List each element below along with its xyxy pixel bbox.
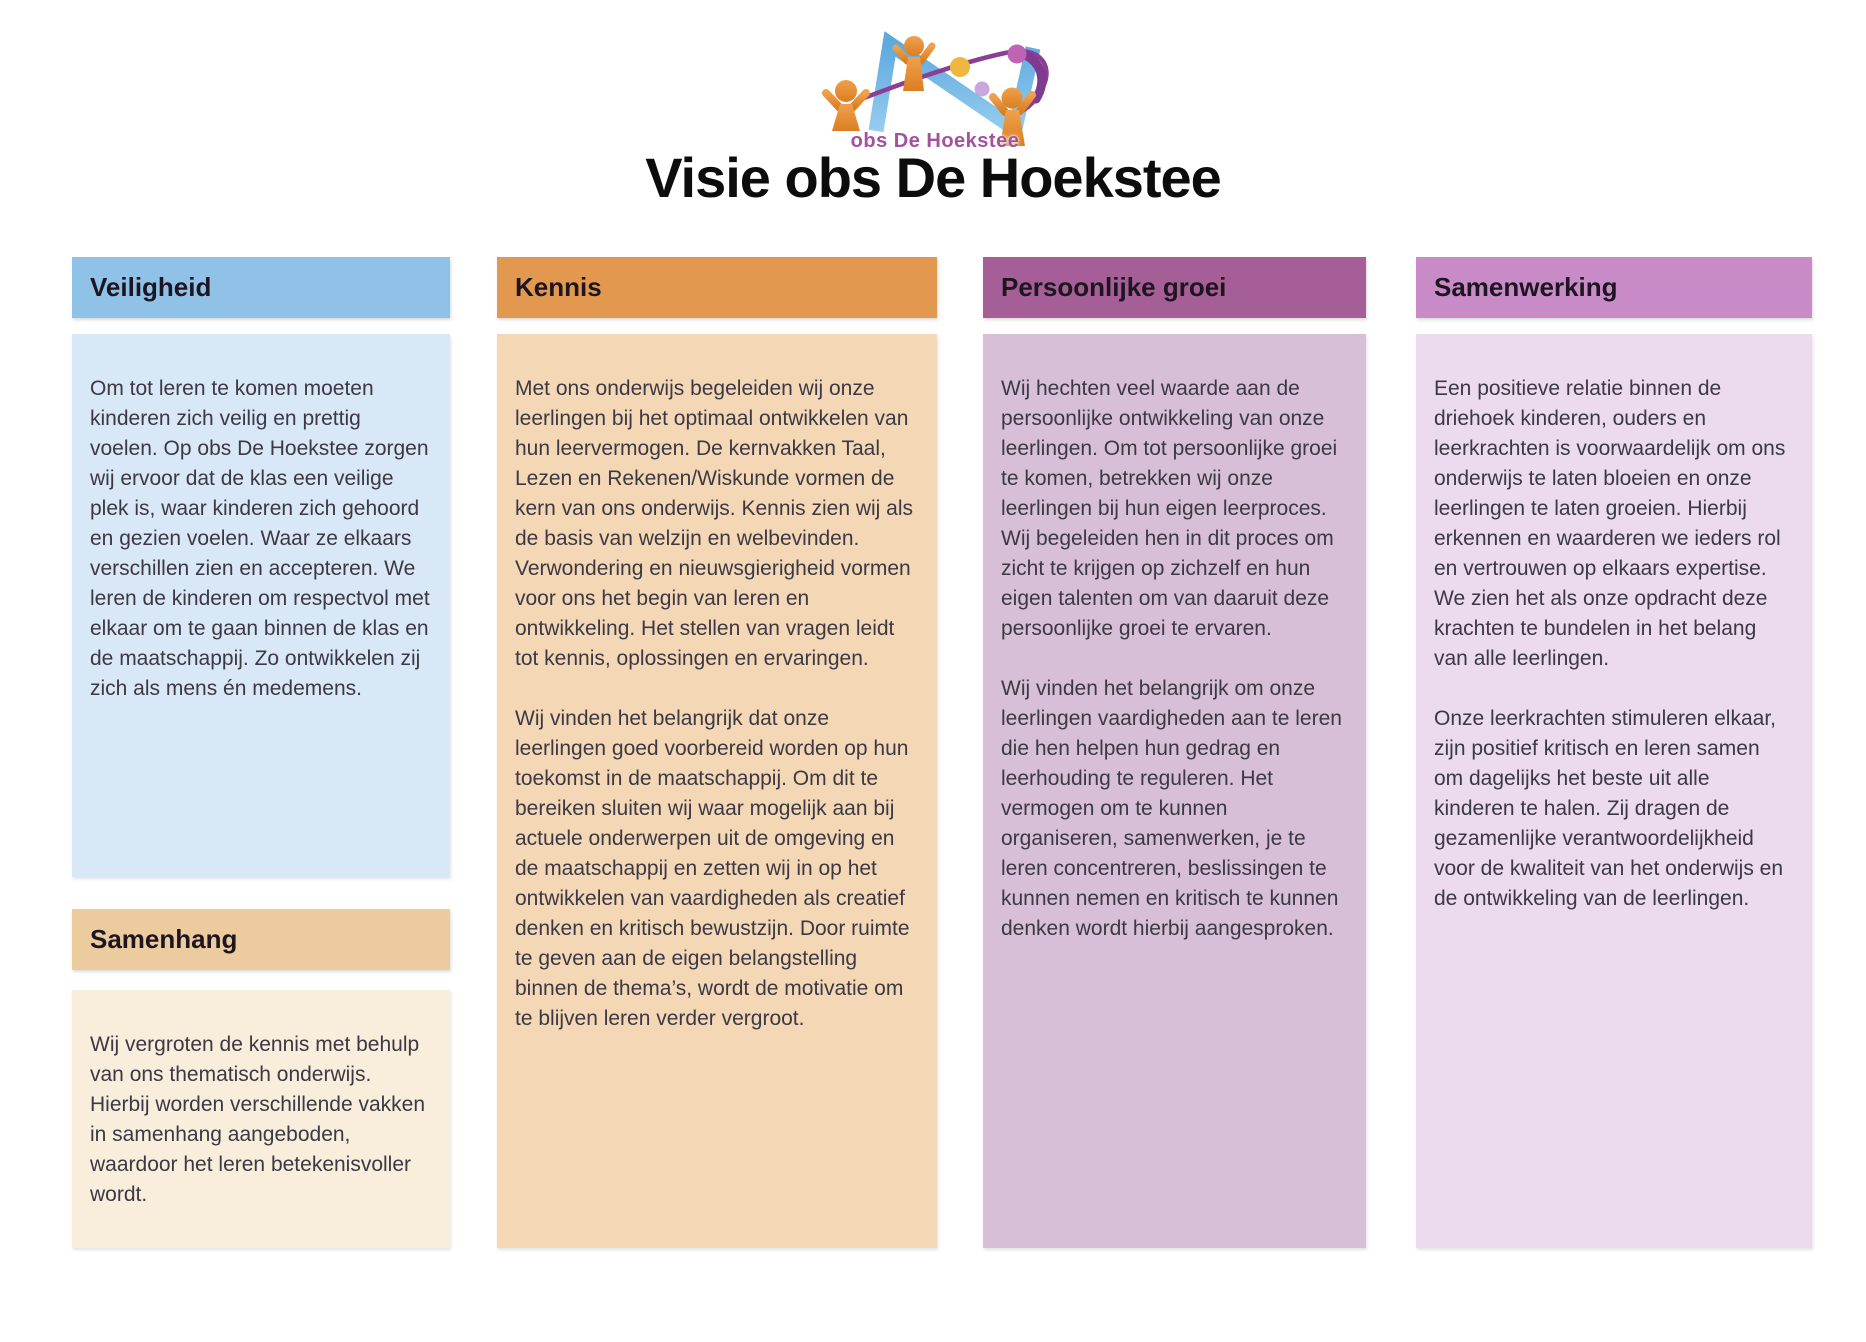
section-header-veiligheid: Veiligheid — [72, 257, 450, 318]
paragraph: Om tot leren te komen moeten kinderen zich veilig en prettig voelen. Op obs De Hoekstee zorgen wij ervoor dat de klas een veilige plek is, waar kinderen zich gehoord en gezien voelen. Waar ze elkaars verschillen zien en accepteren. We leren de kinderen om respectvol met elkaar om te gaan binnen de klas en de maatschappij. Zo ontwikkelen zij zich als mens én medemens. — [90, 377, 430, 700]
paragraph: Onze leerkrachten stimuleren elkaar, zijn positief kritisch en leren samen om dagelijks het beste uit alle kinderen te halen. Zij dragen de gezamenlijke verantwoordelijkheid voor de kwaliteit van het onderwijs en de ontwikkeling van de leerlingen. — [1434, 707, 1784, 910]
section-body-samenhang — [72, 990, 450, 1248]
paragraph: Wij vinden het belangrijk om onze leerlingen vaardigheden aan te leren die hen helpen hun gedrag en leerhouding te reguleren. Het vermogen om te kunnen organiseren, samenwerken, je te leren concentreren, beslissingen te kunnen nemen en kritisch te kunnen denken wordt hierbij aangesproken. — [1001, 677, 1342, 940]
section-body-persoonlijke-groei — [983, 334, 1366, 1248]
section-header-kennis: Kennis — [497, 257, 937, 318]
page-title: Visie obs De Hoekstee — [645, 146, 1221, 209]
paragraph: Wij vergroten de kennis met behulp van ons thematisch onderwijs. Hierbij worden verschillende vakken in samenhang aangeboden, waardoor het leren betekenisvoller wordt. — [90, 1033, 425, 1206]
logo-magenta-dot — [1008, 45, 1027, 64]
section-body-kennis — [497, 334, 937, 1248]
school-logo-text: obs De Hoekstee — [850, 130, 1020, 152]
logo-yellow-dot — [950, 57, 970, 77]
section-header-samenhang: Samenhang — [72, 909, 450, 970]
logo-child-left — [826, 80, 866, 131]
paragraph: Wij vinden het belangrijk dat onze leerlingen goed voorbereid worden op hun toekomst in de maatschappij. Om dit te bereiken sluiten wij waar mogelijk aan bij actuele onderwerpen uit de omgeving en de maatschappij en zetten wij in op het ontwikkelen van vaardigheden als creatief denken en kritisch bewustzijn. Door ruimte te geven aan de eigen belangstelling binnen de thema’s, wordt de motivatie om te blijven leren verder vergroot. — [515, 707, 910, 1030]
paragraph: Wij hechten veel waarde aan de persoonlijke ontwikkeling van onze leerlingen. Om tot persoonlijke groei te komen, betrekken wij onze leerlingen bij hun eigen leerproces. Wij begeleiden hen in dit proces om zicht te krijgen op zichzelf en hun eigen talenten om van daaruit deze persoonlijke groei te ervaren. — [1001, 377, 1338, 640]
school-logo — [810, 24, 1060, 160]
logo-lavender-dot — [975, 82, 990, 97]
section-header-persoonlijke-groei: Persoonlijke groei — [983, 257, 1366, 318]
section-body-veiligheid — [72, 334, 450, 877]
section-header-samenwerking: Samenwerking — [1416, 257, 1812, 318]
paragraph: Met ons onderwijs begeleiden wij onze leerlingen bij het optimaal ontwikkelen van hun leervermogen. De kernvakken Taal, Lezen en Rekenen/Wiskunde vormen de kern van ons onderwijs. Kennis zien wij als de basis van welzijn en welbevinden. Verwondering en nieuwsgierigheid vormen voor ons het begin van leren en ontwikkeling. Het stellen van vragen leidt tot kennis, oplossingen en ervaringen. — [515, 377, 914, 670]
section-body-samenwerking — [1416, 334, 1812, 1248]
paragraph: Een positieve relatie binnen de driehoek kinderen, ouders en leerkrachten is voorwaardelijk om ons onderwijs te laten bloeien en onze leerlingen te laten groeien. Hierbij erkennen en waarderen we ieders rol en vertrouwen op elkaars expertise. We zien het als onze opdracht deze krachten te bundelen in het belang van alle leerlingen. — [1434, 377, 1786, 670]
